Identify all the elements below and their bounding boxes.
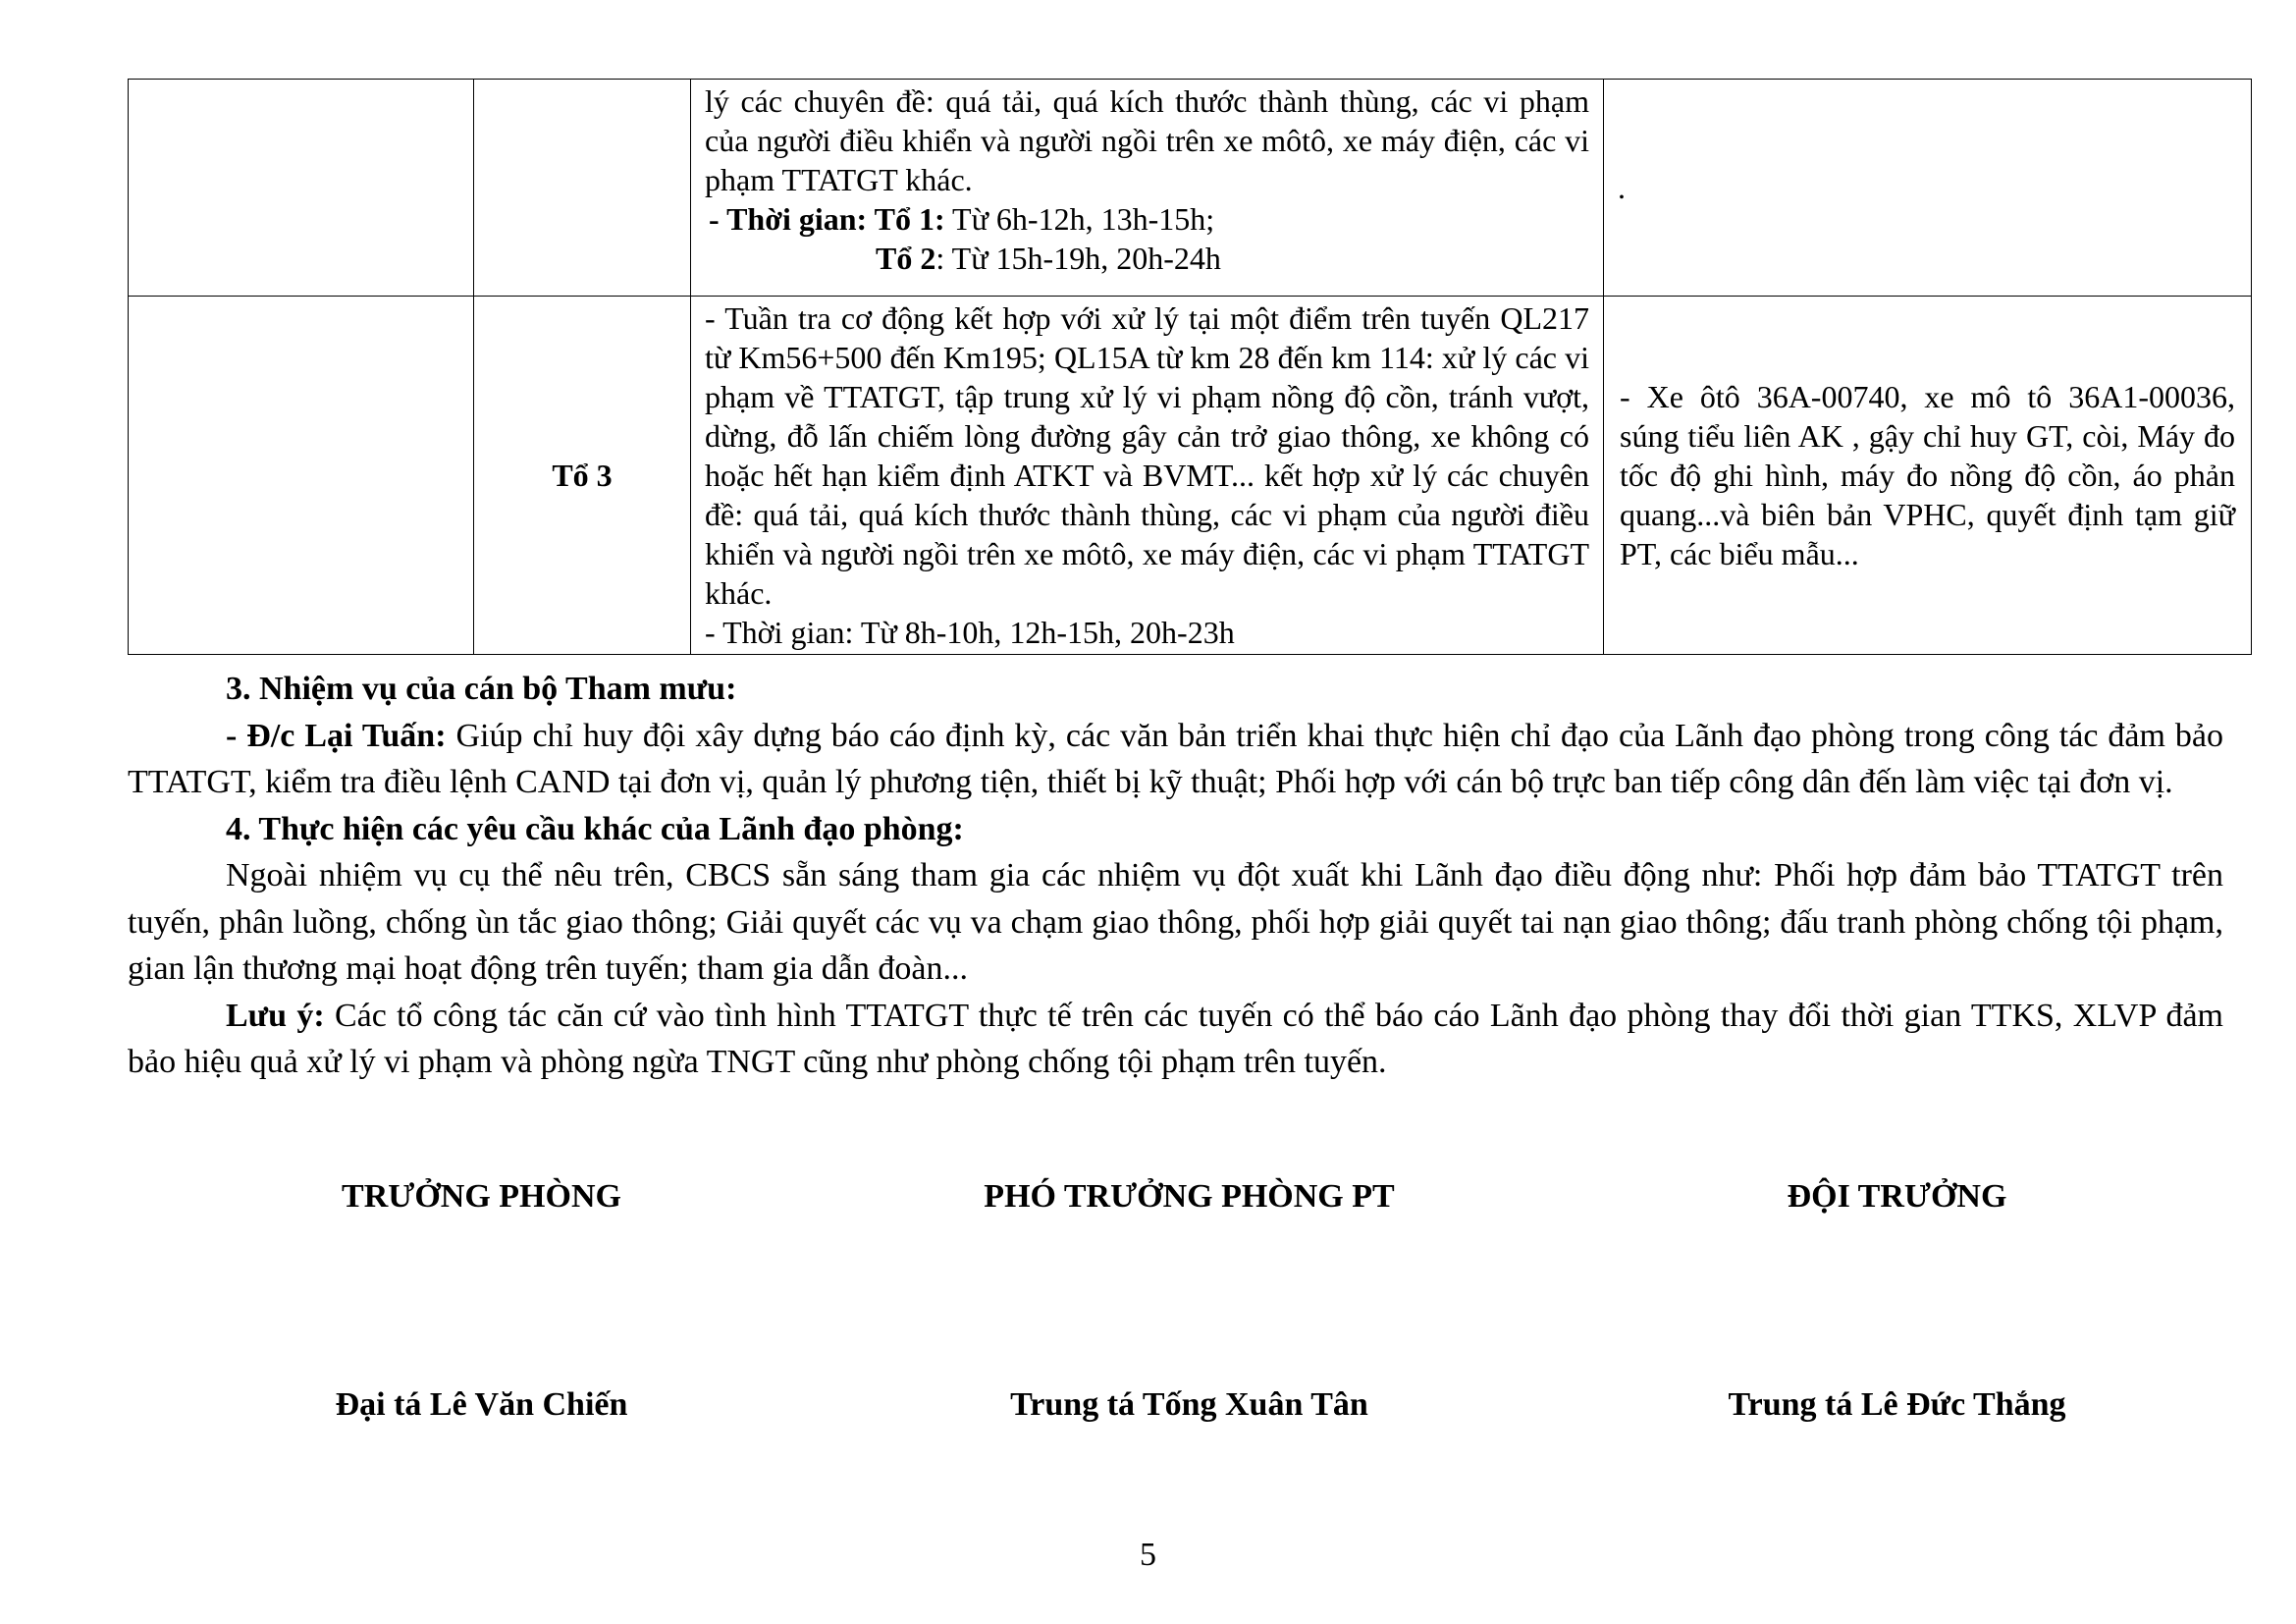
section-4-paragraph: Ngoài nhiệm vụ cụ thể nêu trên, CBCS sẵn sáng tham gia các nhiệm vụ đột xuất khi Lãnh đạo điều động như: Phối hợp đảm bảo TTATGT trên tuyến, phân luồng, chống ùn tắc giao thông; Giải quyết các vụ va chạm giao thông, phối hợp giải quyết tai nạn giao thông; đấu tranh phòng chống tội phạm, gian lận thương mại hoạt động trên tuyến; tham gia dẫn đoàn... [128, 857, 2223, 987]
task-description-cell [691, 297, 1604, 655]
table-row [129, 80, 2252, 297]
task-description-text: lý các chuyên đề: quá tải, quá kích thước thành thùng, các vi phạm của người điều khiển và người ngồi trên xe môtô, xe máy điện, các vi phạm TTATGT khác. [705, 83, 1589, 197]
note-label: Lưu ý: [226, 997, 325, 1034]
time-line-team2 [705, 239, 1589, 278]
table-cell-empty [129, 80, 474, 297]
time-line-team1 [705, 199, 1589, 239]
section-4-heading: 4. Thực hiện các yêu cầu khác của Lãnh đạo phòng: [226, 810, 964, 847]
page-number: 5 [1140, 1537, 1156, 1573]
time-value: : Từ 15h-19h, 20h-24h [935, 241, 1221, 276]
time-value: Từ 6h-12h, 13h-15h; [944, 201, 1215, 237]
note-paragraph [128, 993, 2223, 1086]
signature-name: Trung tá Lê Đức Thắng [1728, 1386, 2066, 1423]
note-text: Các tổ công tác căn cứ vào tình hình TTATGT thực tế trên các tuyến có thể báo cáo Lãnh đạo phòng thay đổi thời gian TTKS, XLVP đảm bảo hiệu quả xử lý vi phạm và phòng ngừa TNGT cũng như phòng chống tội phạm trên tuyến. [128, 997, 2223, 1080]
table-cell-empty [474, 80, 691, 297]
team-label: Tổ 2 [876, 241, 936, 276]
equipment-cell: . [1604, 80, 2252, 297]
task-description-text: - Tuần tra cơ động kết hợp với xử lý tại một điểm trên tuyến QL217 từ Km56+500 đến Km195; QL15A từ km 28 đến km 114: xử lý các vi phạm về TTATGT, tập trung xử lý vi phạm nồng độ cồn, tránh vượt, dừng, đỗ lấn chiếm lòng đường gây cản trở giao thông, xe không có hoặc hết hạn kiểm định ATKT và BVMT... kết hợp xử lý các chuyên đề: quá tải, quá kích thước thành thùng, các vi phạm của người điều khiển và người ngồi trên xe môtô, xe máy điện, các vi phạm TTATGT khác. [705, 300, 1589, 611]
person-duties: Giúp chỉ huy đội xây dựng báo cáo định kỳ, các văn bản triển khai thực hiện chỉ đạo của Lãnh đạo phòng trong công tác đảm bảo TTATGT, kiểm tra điều lệnh CAND tại đơn vị, quản lý phương tiện, thiết bị kỹ thuật; Phối hợp với cán bộ trực ban tiếp công dân đến làm việc tại đơn vị. [128, 717, 2223, 800]
document-body [128, 666, 2223, 1086]
signature-title: PHÓ TRƯỞNG PHÒNG PT [984, 1178, 1395, 1215]
signature-name: Đại tá Lê Văn Chiến [335, 1386, 628, 1423]
patrol-plan-table [128, 79, 2252, 655]
section-3-paragraph [128, 713, 2223, 806]
signature-title: TRƯỞNG PHÒNG [342, 1178, 621, 1215]
signature-title: ĐỘI TRƯỞNG [1787, 1178, 2007, 1215]
signature-name: Trung tá Tống Xuân Tân [1010, 1386, 1368, 1423]
table-row [129, 297, 2252, 655]
team-name-cell: Tổ 3 [474, 297, 691, 655]
person-label: - Đ/c Lại Tuấn: [226, 717, 447, 754]
section-3-heading: 3. Nhiệm vụ của cán bộ Tham mưu: [226, 671, 737, 707]
time-line: - Thời gian: Từ 8h-10h, 12h-15h, 20h-23h [705, 615, 1235, 650]
task-description-cell [691, 80, 1604, 297]
table-cell-empty [129, 297, 474, 655]
time-label: - Thời gian: Tổ 1: [709, 201, 945, 237]
equipment-cell: - Xe ôtô 36A-00740, xe mô tô 36A1-00036, súng tiểu liên AK , gậy chỉ huy GT, còi, Máy đo tốc độ ghi hình, máy đo nồng độ cồn, áo phản quang...và biên bản VPHC, quyết định tạm giữ PT, các biểu mẫu... [1604, 297, 2252, 655]
signature-block [128, 1178, 2251, 1453]
